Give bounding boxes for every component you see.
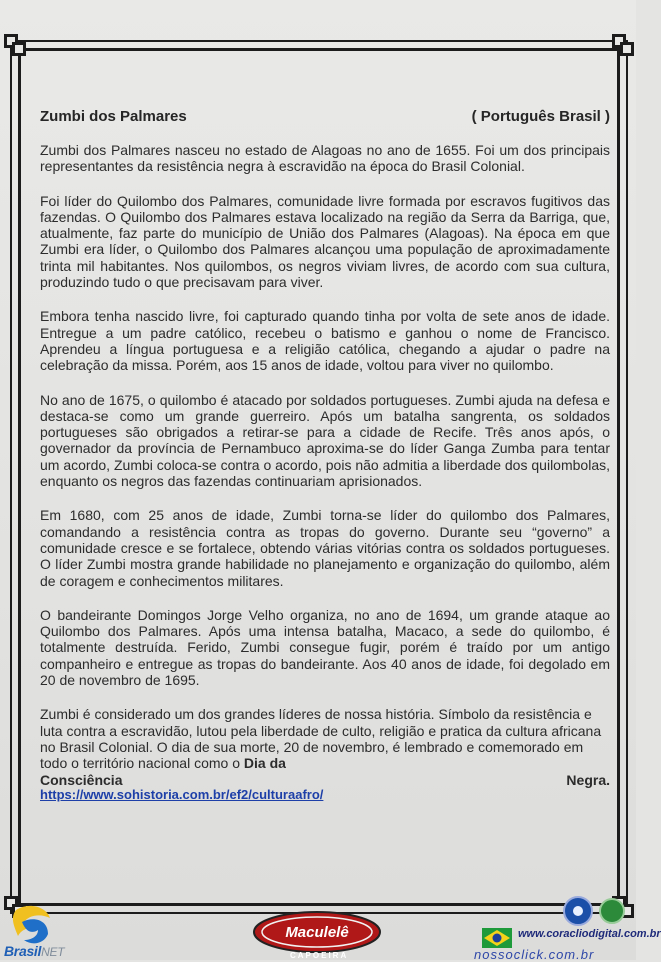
closing-bold-negra: Negra. <box>566 771 610 788</box>
source-link[interactable]: https://www.sohistoria.com.br/ef2/culturaafro/ <box>40 786 324 802</box>
document-title: Zumbi dos Palmares <box>40 108 187 125</box>
paragraph-2: Foi líder do Quilombo dos Palmares, comunidade livre formada por escravos fugitivos das fazendas. O Quilombo dos Palmares estava localizado na região da Serra da Barriga, que, atualmente, faz parte do município de União dos Palmares (Alagoas). Na época em que Zumbi era líder, o Quilombo dos Palmares alcançou uma população de aproximadamente trinta mil habitantes. Nos quilombos, os negros viviam livres, de acordo com sua cultura, produzindo tudo o que precisavam para viver. <box>40 192 610 291</box>
brasilnet-brand-suffix: NET <box>41 945 65 959</box>
corner-ornament-top-right <box>612 34 634 56</box>
brasilnet-brand <box>4 943 64 959</box>
paragraph-6: O bandeirante Domingos Jorge Velho organiza, no ano de 1694, um grande ataque ao Quilombo dos Palmares. Após uma intensa batalha, Macaco, a sede do quilombo, é totalmente destruída. Ferido, Zumbi consegue fugir, porém é traído por um antigo companheiro e entregue as tropas do bandeirante. Aos 40 anos de idade, foi degolado em 20 de novembro de 1695. <box>40 606 610 689</box>
paragraph-1: Zumbi dos Palmares nasceu no estado de Alagoas no ano de 1655. Foi um dos principais representantes da resistência negra à escravidão na época do Brasil Colonial. <box>40 142 610 175</box>
site-watermark-1: www.coracliodigital.com.br <box>518 928 661 940</box>
document-body <box>40 108 610 803</box>
source-link-row <box>40 786 610 803</box>
maculele-logo-icon <box>252 910 382 954</box>
paragraph-3: Embora tenha nascido livre, foi capturado quando tinha por volta de sete anos de idade. Entregue a um padre católico, recebeu o batismo e ganhou o nome de Francisco. Aprendeu a língua portuguesa e a religião católica, chegando a ajudar o padre na celebração da missa. Porém, aos 15 anos de idade, voltou para viver no quilombo. <box>40 308 610 374</box>
closing-text: Zumbi é considerado um dos grandes líderes de nossa história. Símbolo da resistência e luta contra a escravidão, lutou pela liberdade de culto, religião e pratica da cultura africana no Brasil Colonial. O dia de sua morte, 20 de novembro, é lembrado e comemorado em todo o território nacional como o <box>40 706 602 772</box>
brasilnet-brand-main: Brasil <box>4 943 42 959</box>
closing-paragraph <box>40 706 610 803</box>
closing-bold-dia-da: Dia da <box>243 755 286 772</box>
language-tag: ( Português Brasil ) <box>471 108 610 125</box>
paragraph-4: No ano de 1675, o quilombo é atacado por soldados portugueses. Zumbi ajuda na defesa e destaca-se como um grande guerreiro. Após um batalha sangrenta, os soldados portugueses são obrigados a retirar-se para a cidade de Recife. Três anos após, o governador da província de Pernambuco aproxima-se do líder Ganga Zumba para tentar um acordo, Zumbi coloca-se contra o acordo, pois não admitia a liberdade dos quilombolas, enquanto os negros das fazendas continuariam aprisionados. <box>40 391 610 490</box>
closing-bold-consciencia: Consciência <box>40 771 123 788</box>
brazil-flag-icon <box>482 928 512 948</box>
paragraph-5: Em 1680, com 25 anos de idade, Zumbi torna-se líder do quilombo dos Palmares, comandando a resistência contra as tropas do governo. Durante seu “governo” a comunidade cresce e se fortalece, obtendo várias vitórias contra os soldados portugueses. O líder Zumbi mostra grande habilidade no planejamento e organização do quilombo, além de coragem e conhecimentos militares. <box>40 507 610 589</box>
maculele-logo-text: Maculelê <box>285 924 349 941</box>
corner-ornament-top-left <box>4 34 26 56</box>
document-header <box>40 108 610 125</box>
site-badge-icon <box>562 893 626 929</box>
site-watermark-2: nossoclick.com.br <box>474 947 595 962</box>
maculele-logo-subtitle: CAPOEIRA <box>290 951 349 960</box>
